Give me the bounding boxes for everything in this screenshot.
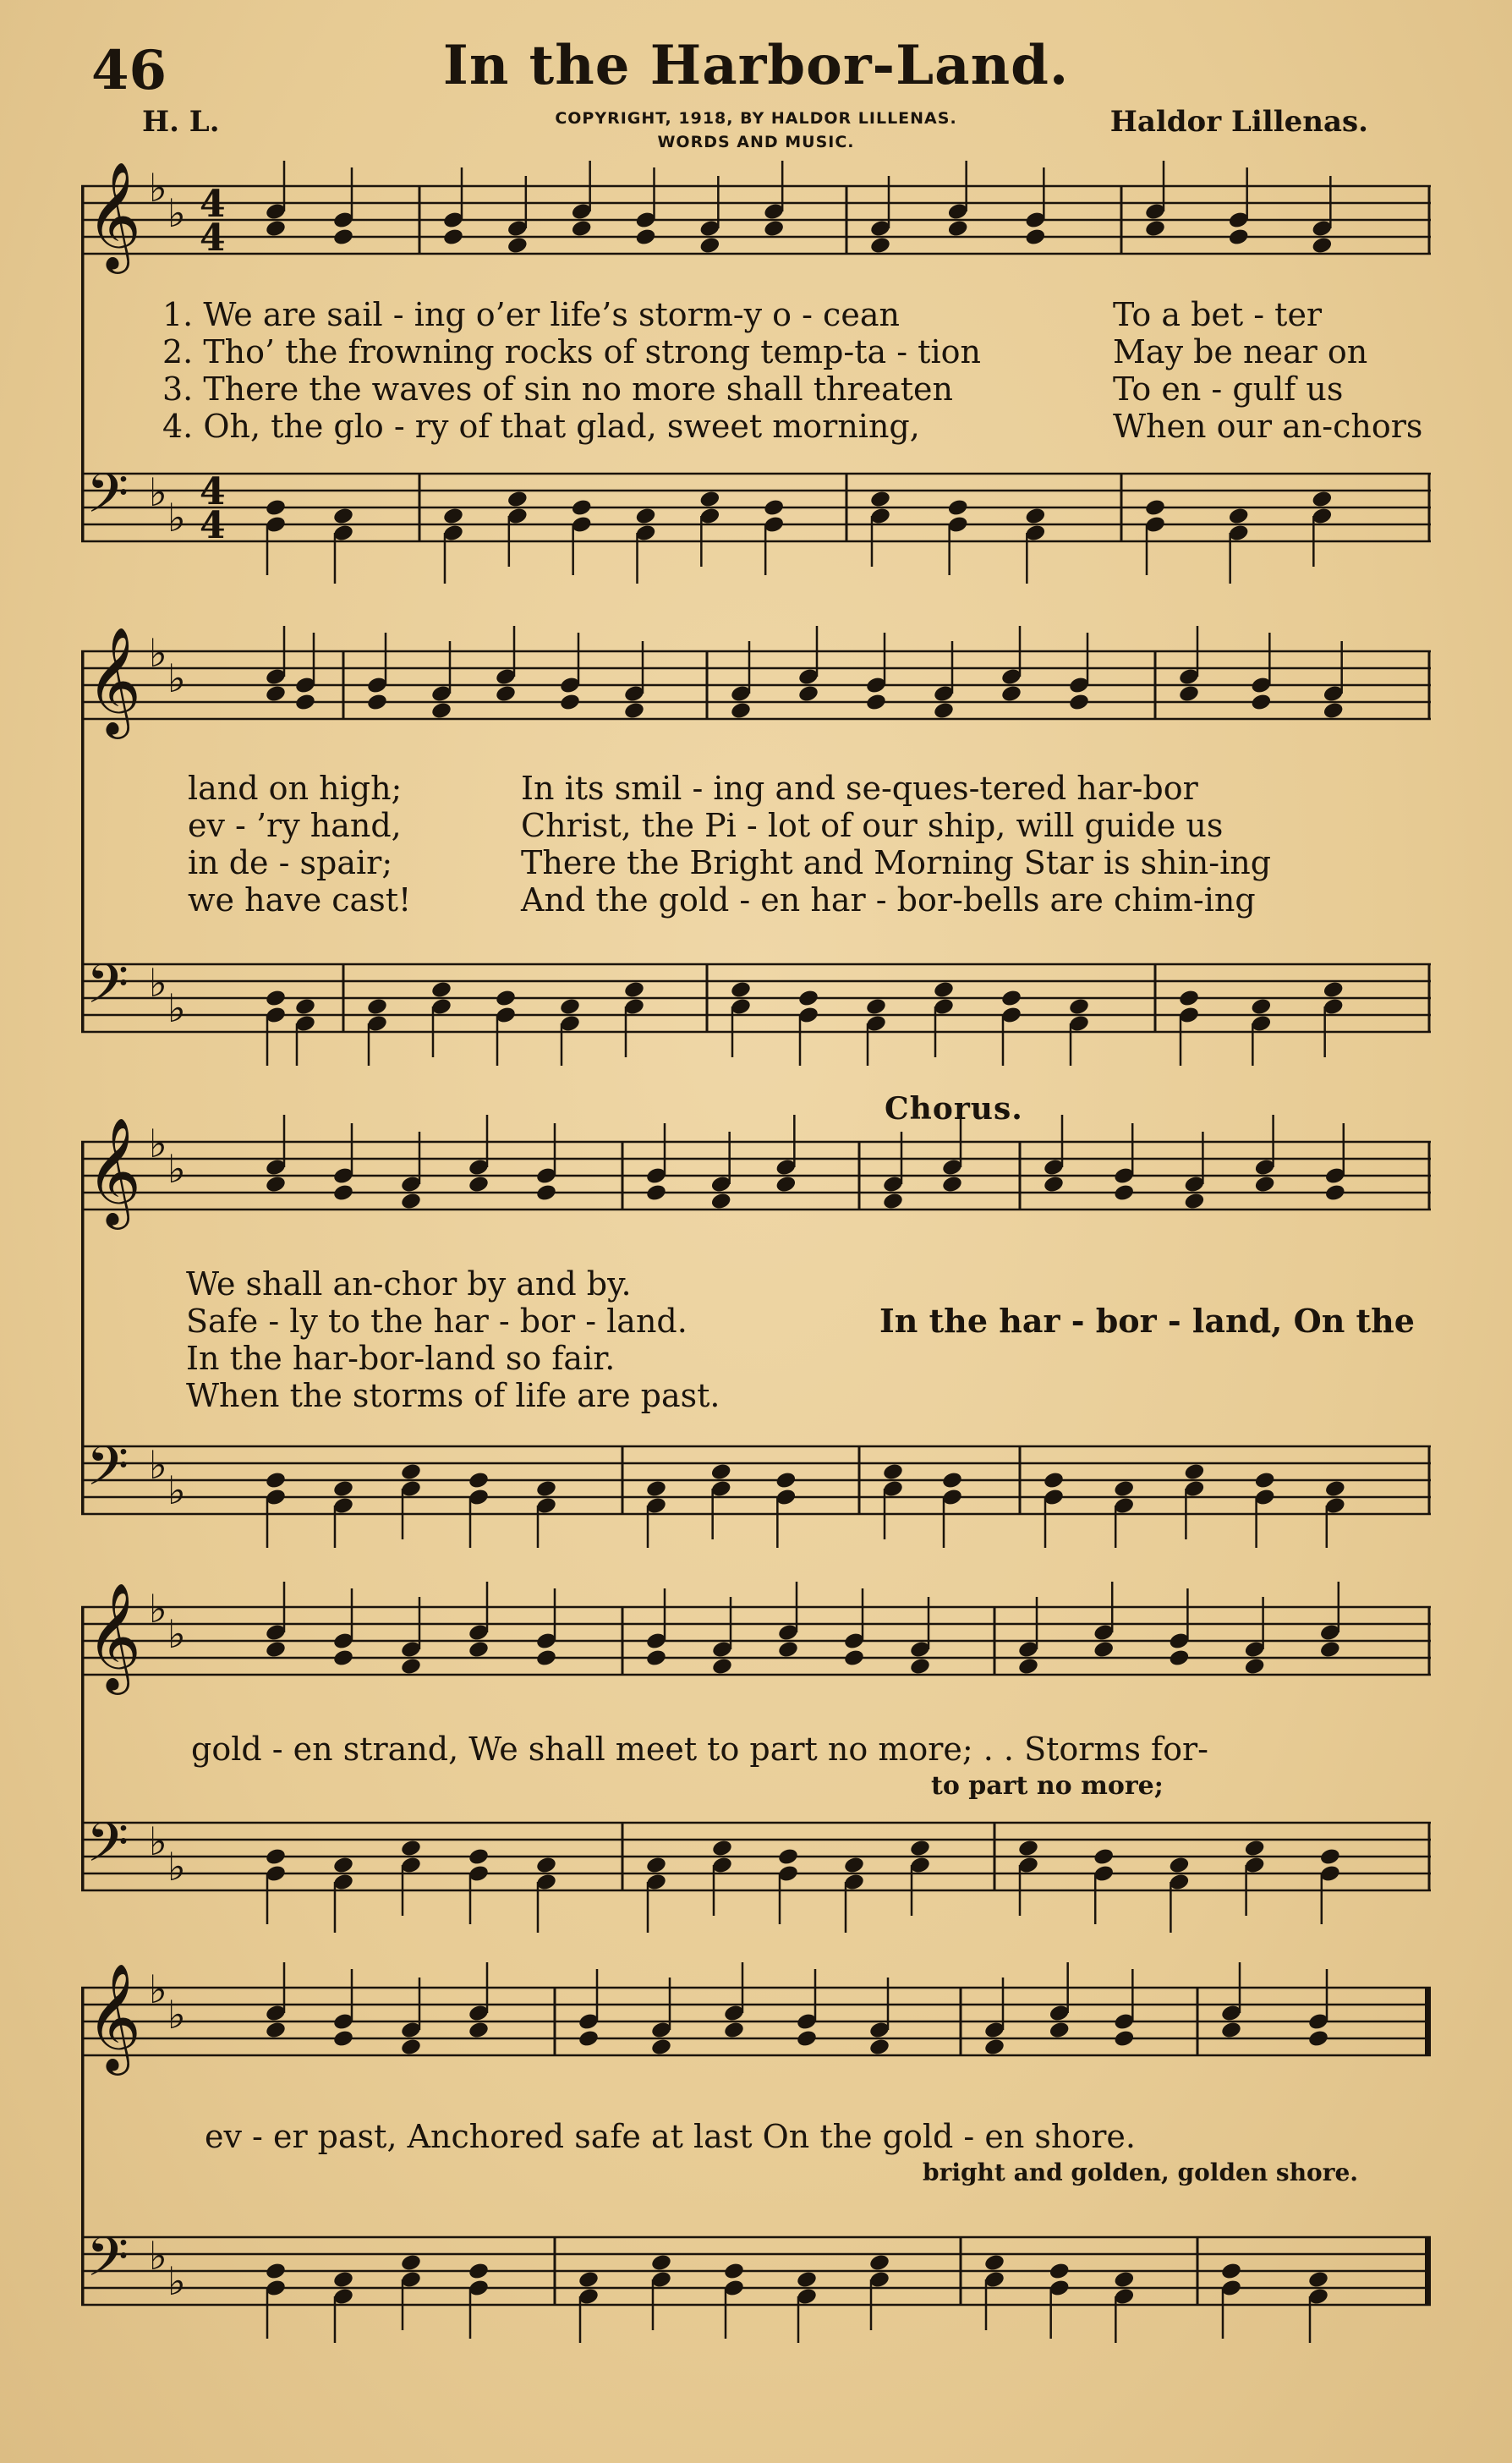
notehead: [1220, 2021, 1242, 2040]
notehead: [869, 490, 891, 509]
music-system-5: [81, 1962, 1431, 2343]
notehead: [1168, 1648, 1190, 1668]
notehead: [294, 693, 316, 712]
chorus-lyric: In the har - bor - land, On the: [879, 1302, 1415, 1340]
notehead: [430, 980, 452, 1000]
notehead: [711, 1657, 733, 1676]
notehead: [843, 1856, 865, 1875]
notehead: [265, 498, 287, 518]
notehead: [1017, 1839, 1039, 1858]
notehead: [578, 2029, 600, 2049]
flat-icon: ♭: [167, 1844, 186, 1890]
notehead: [730, 701, 752, 721]
verse-4-line: When the storms of life are past.: [186, 1377, 720, 1414]
chorus-lyric: ev - er past, Anchored safe at last On the gold - en shore.: [205, 2118, 1136, 2155]
treble-clef-icon: 𝄞: [86, 1582, 142, 1690]
verse-2-line: ev - ’ry hand,: [188, 807, 402, 844]
music-system-2: [81, 626, 1431, 1066]
hymn-title: In the Harbor-Land.: [442, 34, 1070, 97]
notehead: [909, 1657, 931, 1676]
notehead: [796, 2029, 818, 2049]
notehead: [796, 2270, 818, 2290]
notehead: [265, 219, 287, 239]
flat-icon: ♭: [167, 1992, 186, 2038]
flat-icon: ♭: [167, 190, 186, 236]
notehead: [571, 219, 593, 239]
bass-clef-icon: 𝄢: [86, 463, 129, 539]
notehead: [730, 980, 752, 1000]
notehead: [711, 1839, 733, 1858]
bass-clef-icon: 𝄢: [86, 953, 129, 1029]
notehead: [1228, 228, 1250, 247]
notehead: [332, 507, 354, 526]
notehead: [535, 1479, 557, 1499]
notehead: [645, 1648, 667, 1668]
notehead: [265, 684, 287, 704]
verse-1-line: 1. We are sail - ing o’er life’s storm-y o - cean: [162, 296, 900, 333]
notehead: [294, 997, 316, 1017]
flat-icon: ♭: [167, 656, 186, 701]
notehead: [1324, 1479, 1346, 1499]
notehead: [1183, 1192, 1205, 1211]
notehead: [723, 2262, 745, 2281]
music-system-1: [81, 161, 1431, 584]
notehead: [1043, 1471, 1065, 1490]
flat-icon: ♭: [149, 2233, 167, 2279]
notehead: [332, 228, 354, 247]
notehead: [933, 980, 955, 1000]
flat-icon: ♭: [149, 960, 167, 1006]
notehead: [1168, 1856, 1190, 1875]
notehead: [1049, 2262, 1071, 2281]
notehead: [843, 1648, 865, 1668]
notehead: [468, 2262, 490, 2281]
verse-2-line: Safe - ly to the har - bor - land.: [186, 1303, 688, 1340]
bass-clef-icon: 𝄢: [86, 1435, 129, 1511]
bass-clef-icon: 𝄢: [86, 2226, 129, 2302]
verse-4-end: When our an-chors: [1113, 408, 1423, 445]
verse-4-line: we have cast!: [188, 881, 412, 919]
notehead: [1307, 2270, 1329, 2290]
notehead: [650, 2253, 672, 2273]
notehead: [1178, 989, 1200, 1008]
flat-icon: ♭: [149, 630, 167, 676]
notehead: [775, 1175, 797, 1194]
verse-lyrics-right: [521, 770, 1271, 919]
time-signature: 4: [200, 470, 226, 513]
notehead: [430, 701, 452, 721]
notehead: [265, 2262, 287, 2281]
notehead: [623, 980, 645, 1000]
flat-icon: ♭: [167, 1611, 186, 1657]
notehead: [559, 997, 581, 1017]
notehead: [265, 1471, 287, 1490]
verse-2-end: Christ, the Pi - lot of our ship, will guide us: [521, 807, 1224, 844]
notehead: [1311, 490, 1333, 509]
notehead: [634, 228, 656, 247]
notehead: [1000, 989, 1022, 1008]
notehead: [763, 498, 785, 518]
notehead: [1311, 236, 1333, 255]
treble-clef-icon: 𝄞: [86, 1116, 142, 1225]
chorus-lyric: gold - en strand, We shall meet to part no more; . . Storms for-: [191, 1731, 1208, 1768]
notehead: [868, 2038, 890, 2057]
flat-icon: ♭: [167, 985, 186, 1031]
chorus-label: Chorus.: [885, 1091, 1023, 1127]
notehead: [400, 2038, 422, 2057]
notehead: [933, 701, 955, 721]
notehead: [1250, 693, 1272, 712]
verse-1-line: land on high;: [188, 770, 403, 807]
notehead: [710, 1462, 732, 1482]
verse-3-end: To en - gulf us: [1113, 370, 1344, 408]
alto-echo-lyric: bright and golden, golden shore.: [923, 2159, 1359, 2186]
notehead: [1144, 219, 1166, 239]
notehead: [865, 997, 887, 1017]
notehead: [868, 2253, 890, 2273]
notehead: [265, 1175, 287, 1194]
bass-clef-icon: 𝄢: [86, 1812, 129, 1888]
notehead: [797, 989, 819, 1008]
notehead: [1324, 1183, 1346, 1203]
flat-icon: ♭: [167, 495, 186, 540]
notehead: [882, 1462, 904, 1482]
words-credit: H. L.: [142, 105, 220, 139]
notehead: [332, 1183, 354, 1203]
notehead: [941, 1471, 963, 1490]
notehead: [777, 1847, 799, 1867]
notehead: [777, 1640, 799, 1659]
verse-lyrics-left: [188, 770, 411, 919]
verse-lyrics: [186, 1265, 720, 1414]
notehead: [1043, 1175, 1065, 1194]
time-signature: 4: [200, 217, 226, 260]
notehead: [535, 1183, 557, 1203]
verse-2-end: May be near on: [1113, 333, 1368, 370]
notehead: [442, 507, 464, 526]
flat-icon: ♭: [149, 1442, 167, 1488]
notehead: [909, 1839, 931, 1858]
notehead: [698, 490, 720, 509]
notehead: [983, 2253, 1005, 2273]
notehead: [645, 1183, 667, 1203]
notehead: [1319, 1847, 1341, 1867]
verse-lyrics-right: [1113, 296, 1422, 445]
notehead: [400, 1462, 422, 1482]
notehead: [710, 1192, 732, 1211]
notehead: [869, 236, 891, 255]
verse-3-line: 3. There the waves of sin no more shall threaten: [162, 370, 954, 408]
notehead: [1068, 997, 1090, 1017]
music-system-3: [81, 1091, 1431, 1548]
notehead: [1244, 1657, 1266, 1676]
notehead: [1307, 2029, 1329, 2049]
notehead: [1024, 507, 1046, 526]
flat-icon: ♭: [167, 1146, 186, 1192]
notehead: [645, 1479, 667, 1499]
notehead: [865, 693, 887, 712]
treble-clef-icon: 𝄞: [86, 161, 142, 269]
notehead: [468, 2021, 490, 2040]
notehead: [1113, 1183, 1135, 1203]
notehead: [559, 693, 581, 712]
time-signature: 4: [200, 504, 226, 547]
notehead: [507, 236, 529, 255]
alto-echo-lyric: to part no more;: [931, 1771, 1164, 1801]
notehead: [1244, 1839, 1266, 1858]
notehead: [400, 1839, 422, 1858]
notehead: [495, 989, 517, 1008]
flat-icon: ♭: [149, 1586, 167, 1632]
verse-4-line: 4. Oh, the glo - ry of that glad, sweet morning,: [162, 408, 920, 445]
notehead: [1144, 498, 1166, 518]
notehead: [332, 2029, 354, 2049]
notehead: [468, 1471, 490, 1490]
composer-credit: Haldor Lillenas.: [1109, 105, 1368, 139]
notehead: [1049, 2021, 1071, 2040]
notehead: [698, 236, 720, 255]
verse-lyrics-left: [162, 296, 981, 445]
notehead: [265, 1847, 287, 1867]
notehead: [1319, 1640, 1341, 1659]
notehead: [797, 684, 819, 704]
notehead: [265, 1640, 287, 1659]
notehead: [1113, 1479, 1135, 1499]
notehead: [535, 1856, 557, 1875]
notehead: [1183, 1462, 1205, 1482]
notehead: [1024, 228, 1046, 247]
flat-icon: ♭: [149, 1818, 167, 1864]
notehead: [468, 1847, 490, 1867]
notehead: [495, 684, 517, 704]
flat-icon: ♭: [149, 165, 167, 211]
notehead: [1250, 997, 1272, 1017]
verse-3-line: In the har-bor-land so fair.: [186, 1340, 616, 1377]
notehead: [623, 701, 645, 721]
notehead: [1178, 684, 1200, 704]
notehead: [650, 2038, 672, 2057]
notehead: [1228, 507, 1250, 526]
notehead: [578, 2270, 600, 2290]
notehead: [265, 2021, 287, 2040]
notehead: [332, 1648, 354, 1668]
notehead: [400, 2253, 422, 2273]
verse-1-end: To a bet - ter: [1113, 296, 1323, 333]
page-number: 46: [91, 39, 167, 102]
notehead: [1068, 693, 1090, 712]
notehead: [332, 2270, 354, 2290]
treble-clef-icon: 𝄞: [86, 626, 142, 734]
notehead: [468, 1175, 490, 1194]
notehead: [1323, 980, 1345, 1000]
notehead: [1093, 1847, 1115, 1867]
notehead: [1093, 1640, 1115, 1659]
notehead: [1254, 1471, 1276, 1490]
verse-3-end: There the Bright and Morning Star is shin-ing: [521, 844, 1272, 881]
notehead: [468, 1640, 490, 1659]
treble-clef-icon: 𝄞: [86, 1962, 142, 2071]
notehead: [366, 693, 388, 712]
notehead: [442, 228, 464, 247]
notehead: [332, 1856, 354, 1875]
notehead: [947, 219, 969, 239]
notehead: [947, 498, 969, 518]
verse-3-line: in de - spair;: [188, 844, 393, 881]
notehead: [723, 2021, 745, 2040]
notehead: [400, 1192, 422, 1211]
verse-1-end: In its smil - ing and se-ques-tered har-bor: [521, 770, 1198, 807]
notehead: [1113, 2029, 1135, 2049]
notehead: [941, 1175, 963, 1194]
notehead: [882, 1192, 904, 1211]
notehead: [1017, 1657, 1039, 1676]
flat-icon: ♭: [149, 1121, 167, 1166]
flat-icon: ♭: [167, 1467, 186, 1513]
flat-icon: ♭: [149, 469, 167, 515]
notehead: [775, 1471, 797, 1490]
notehead: [634, 507, 656, 526]
music-system-4: [81, 1582, 1431, 1945]
copyright-line-2: WORDS AND MUSIC.: [657, 133, 855, 151]
notehead: [265, 989, 287, 1008]
time-signature: 4: [200, 183, 226, 226]
notehead: [1000, 684, 1022, 704]
verse-2-line: 2. Tho’ the frowning rocks of strong temp-ta - tion: [162, 333, 981, 370]
notehead: [1254, 1175, 1276, 1194]
notehead: [645, 1856, 667, 1875]
copyright-line-1: COPYRIGHT, 1918, BY HALDOR LILLENAS.: [555, 109, 957, 128]
flat-icon: ♭: [149, 1967, 167, 2012]
notehead: [1323, 701, 1345, 721]
notehead: [366, 997, 388, 1017]
notehead: [983, 2038, 1005, 2057]
verse-4-end: And the gold - en har - bor-bells are chim-ing: [521, 881, 1256, 919]
verse-1-line: We shall an-chor by and by.: [186, 1265, 632, 1303]
notehead: [535, 1648, 557, 1668]
flat-icon: ♭: [167, 2258, 186, 2304]
notehead: [763, 219, 785, 239]
notehead: [1113, 2270, 1135, 2290]
notehead: [571, 498, 593, 518]
notehead: [507, 490, 529, 509]
notehead: [400, 1657, 422, 1676]
notehead: [1220, 2262, 1242, 2281]
notehead: [332, 1479, 354, 1499]
